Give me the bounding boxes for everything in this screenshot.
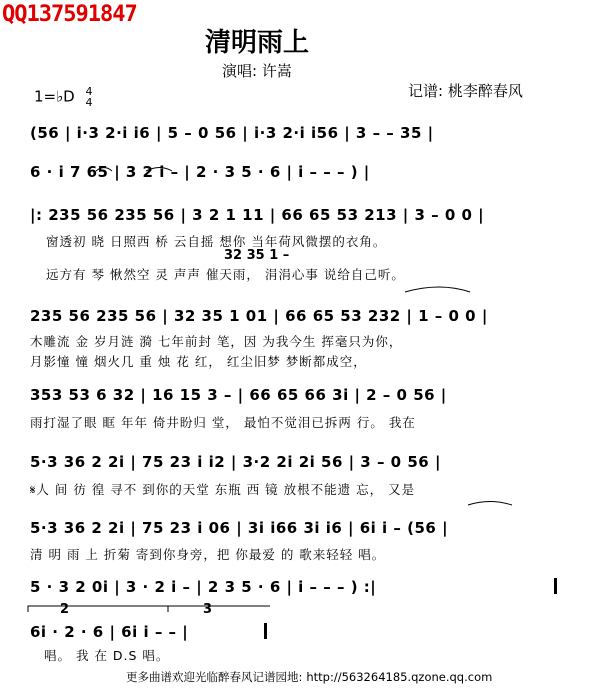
score-row-8: 5 · 3 2 0i | 3 · 2 i – | 2 3 5 · 6 | i – – – ) :| <box>30 578 377 596</box>
footer-note <box>126 669 492 685</box>
score-row-9: 6i · 2 · 6 | 6i i – – | <box>30 623 189 641</box>
footer-url[interactable]: http://563264185.qzone.qq.com <box>306 670 493 684</box>
volta-bracket-2 <box>28 606 180 612</box>
slur-mark <box>96 168 112 172</box>
lyric-row-9: 唱。 我 在 D.S 唱。 <box>44 648 170 663</box>
lyric-row-5: 雨打湿了眼 眶 年年 倚井盼归 堂， 最怕不觉泪已拆两 行。 我在 <box>30 415 416 430</box>
lyric-row-6: 𝄋人 间 彷 徨 寻不 到你的天堂 东瓶 西 镜 放根不能遗 忘， 又是 <box>30 482 416 497</box>
volta-3-label: 3 <box>203 602 213 617</box>
score-row-7: 5·3 36 2 2i | 75 23 i 06 | 3i i66 3i i6 | 6i i – (56 | <box>30 519 449 537</box>
qq-number: QQ137591847 <box>2 2 137 27</box>
slur-mark <box>146 168 172 172</box>
lyric-row-7: 清 明 雨 上 折菊 寄到你身旁，把 你最爱 的 歌来轻轻 唱。 <box>30 547 386 562</box>
score-row-5: 353 53 6 32 | 16 15 3 – | 66 65 66 3i | 2 – 0 56 | <box>30 386 447 404</box>
slur-mark <box>468 502 512 506</box>
volta-bracket-3 <box>168 606 270 612</box>
score-row-1: (56 | i·3 2·i i6 | 5 – 0 56 | i·3 2·i i56 | 3 – – 35 | <box>30 124 434 142</box>
time-bottom: 4 <box>85 96 93 109</box>
end-barline <box>264 623 267 639</box>
lyric-row-3-verse-2: 远方有 琴 愀然空 灵 声声 催天雨， 涓涓心事 说给自己听。 <box>46 267 405 282</box>
footer-text: 更多曲谱欢迎光临醉春风记谱园地: <box>126 670 303 684</box>
score-row-3: |: 235 56 235 56 | 3 2 1 11 | 66 65 53 213 | 3 – 0 0 | <box>30 206 485 224</box>
score-row-2: 6 · i 7 65 | 3 2 i – | 2 · 3 5 · 6 | i – – – ) | <box>30 163 370 181</box>
volta-2-label: 2 <box>60 602 70 617</box>
lyric-row-3-verse-1: 窗透初 晓 日照西 桥 云自摇 想你 当年荷风微摆的衣角。 <box>46 234 387 249</box>
time-top: 4 <box>85 85 93 98</box>
singer-credit: 演唱: 许嵩 <box>222 62 292 80</box>
score-row-6: 5·3 36 2 2i | 75 23 i i2 | 3·2 2i 2i 56 | 3 – 0 56 | <box>30 453 441 471</box>
score-row-3-alt: 32 35 1 – <box>224 248 290 263</box>
key-label: 1=♭D <box>34 87 75 106</box>
lyric-row-4-verse-1: 木雕流 金 岁月涟 漪 七年前封 笔，因 为我今生 挥毫只为你， <box>30 334 403 349</box>
score-row-4: 235 56 235 56 | 32 35 1 01 | 66 65 53 232 | 1 – 0 0 | <box>30 307 488 325</box>
song-title: 清明雨上 <box>205 28 310 58</box>
final-barline <box>554 578 557 594</box>
recorder-credit: 记谱: 桃李醉春风 <box>408 82 523 100</box>
lyric-row-4-verse-2: 月影憧 憧 烟火几 重 烛 花 红， 红尘旧梦 梦断都成空， <box>30 354 367 369</box>
slur-mark <box>405 287 470 292</box>
